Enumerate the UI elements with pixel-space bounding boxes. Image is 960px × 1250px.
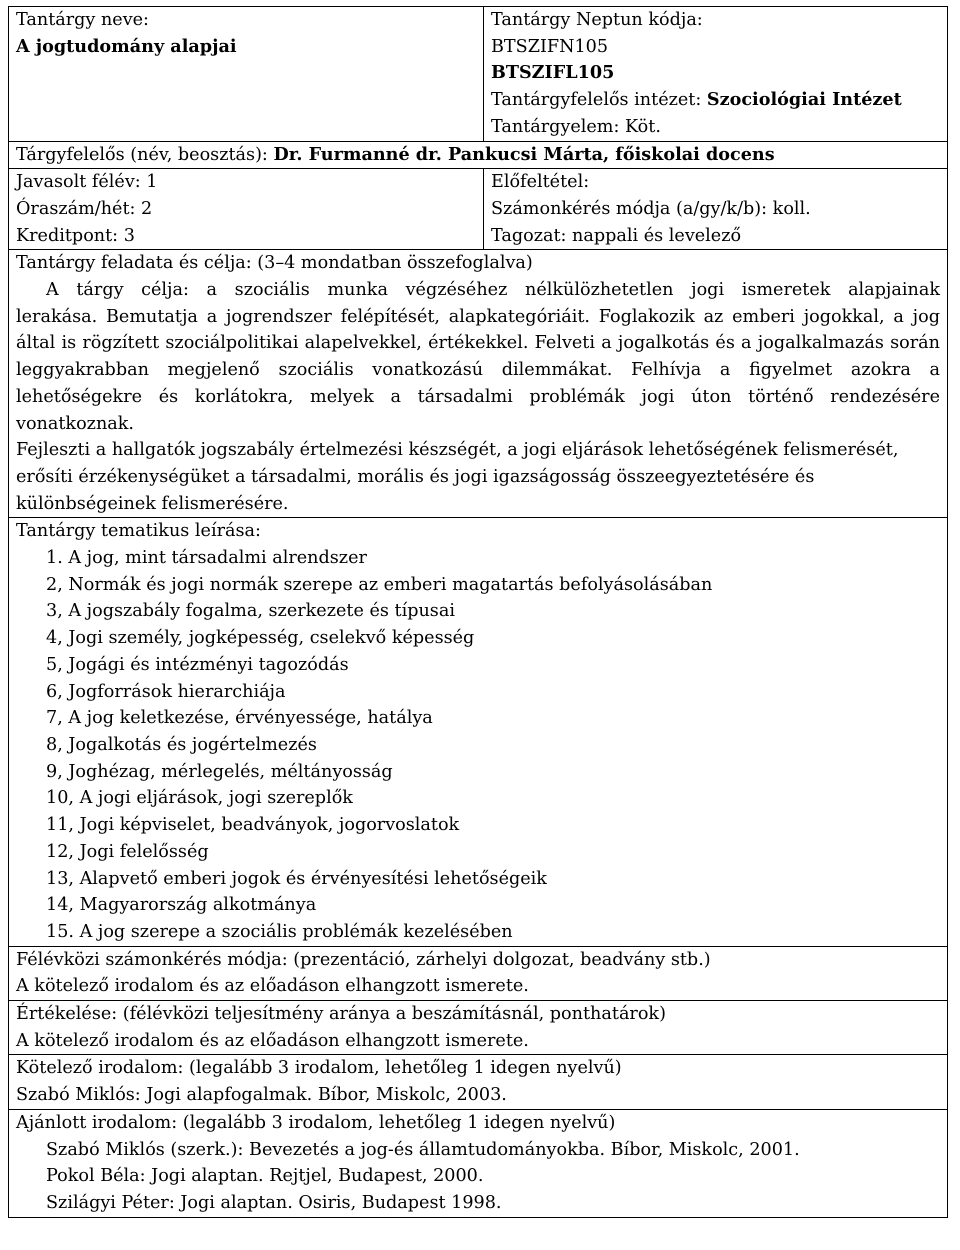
midterm-text: A kötelező irodalom és az előadáson elhangzott ismerete. [16, 976, 529, 997]
responsible-value: Dr. Furmanné dr. Pankucsi Márta, főiskolai docens [273, 143, 775, 165]
goals-row [9, 250, 948, 518]
semester: Javasolt félév: 1 [16, 172, 158, 193]
institute-line [491, 87, 940, 114]
recommended-literature-cell [9, 1109, 948, 1217]
info-right-cell [484, 169, 948, 250]
list-item: 5, Jogági és intézményi tagozódás [46, 654, 349, 675]
evaluation-heading: Értékelése: (félévközi teljesítmény aránya a beszámításnál, ponthatárok) [16, 1004, 666, 1025]
track: Tagozat: nappali és levelező [491, 225, 742, 246]
thematic-heading: Tantárgy tematikus leírása: [16, 521, 261, 542]
midterm-heading: Félévközi számonkérés módja: (prezentáció, zárhelyi dolgozat, beadvány stb.) [16, 949, 711, 970]
list-item: Szabó Miklós: Jogi alapfogalmak. Bíbor, Miskolc, 2003. [16, 1085, 507, 1106]
neptun-label: Tantárgy Neptun kódja: [491, 10, 703, 30]
element-value: Köt. [625, 116, 661, 137]
required-literature-cell [9, 1055, 948, 1109]
list-item: 6, Jogforrások hierarchiája [46, 681, 286, 702]
info-row [9, 169, 948, 250]
recommended-literature-heading: Ajánlott irodalom: (legalább 3 irodalom, lehetőleg 1 idegen nyelvű) [16, 1112, 616, 1133]
thematic-list [16, 545, 940, 946]
list-item: 4, Jogi személy, jogképesség, cselekvő képesség [46, 628, 475, 649]
course-table [8, 6, 948, 1218]
list-item: Szabó Miklós (szerk.): Bevezetés a jog-és államtudományokba. Bíbor, Miskolc, 2001. [46, 1139, 800, 1160]
evaluation-row [9, 1001, 948, 1055]
list-item: 9, Joghézag, mérlegelés, méltányosság [46, 761, 393, 782]
list-item: 14, Magyarország alkotmánya [46, 895, 317, 916]
list-item: Szilágyi Péter: Jogi alaptan. Osiris, Budapest 1998. [46, 1192, 502, 1213]
goals-paragraph-1: lerakása. Bemutatja a jogrendszer felépítését, alapkategóriáit. Foglakozik az emberi jogokkal, a jog által is rögzített szociálpolitikai alapelvekkel, értékekkel. Felveti a jogalkotás és a jogalkalmazás során leggyakrabban megjelenő szociális vonatkozású dilemmákat. Felhívja a figyelmet azokra a lehetőségekre és korlátokra, melyek a társadalmi problémák jogi úton történő rendezésére vonatkoznak. [16, 306, 940, 434]
goals-paragraph-2: Fejleszti a hallgatók jogszabály értelmezési készségét, a jogi eljárások lehetőségének felismerését, erősíti érzékenységüket a társadalmi, morális és jogi igazságosság összeegyeztetésére és különbségeinek felismerésére. [16, 440, 899, 514]
midterm-row [9, 946, 948, 1000]
exam-method: Számonkérés módja (a/gy/k/b): koll. [491, 198, 811, 219]
list-item: 7, A jog keletkezése, érvényessége, hatálya [46, 708, 433, 729]
responsible-row [9, 141, 948, 169]
subject-name-label: Tantárgy neve: [16, 10, 149, 30]
recommended-literature-list [16, 1137, 940, 1217]
subject-name-cell [9, 7, 484, 142]
evaluation-text: A kötelező irodalom és az előadáson elhangzott ismerete. [16, 1030, 529, 1051]
responsible-cell [9, 141, 948, 169]
list-item: Pokol Béla: Jogi alaptan. Rejtjel, Budapest, 2000. [46, 1166, 484, 1187]
list-item: 1. A jog, mint társadalmi alrendszer [46, 548, 367, 569]
required-literature-row [9, 1055, 948, 1109]
prerequisite: Előfeltétel: [491, 172, 590, 193]
list-item: 8, Jogalkotás és jogértelmezés [46, 734, 317, 755]
list-item: 3, A jogszabály fogalma, szerkezete és típusai [46, 601, 455, 622]
subject-name: A jogtudomány alapjai [16, 35, 237, 57]
institute-value: Szociológiai Intézet [706, 89, 902, 111]
recommended-literature-row [9, 1109, 948, 1217]
goals-cell [9, 250, 948, 518]
list-item: 2, Normák és jogi normák szerepe az emberi magatartás befolyásolásában [46, 574, 713, 595]
institute-label: Tantárgyfelelős intézet: [491, 90, 702, 111]
midterm-cell [9, 946, 948, 1000]
responsible-label: Tárgyfelelős (név, beosztás): [16, 144, 268, 165]
neptun-cell [484, 7, 948, 142]
list-item: 10, A jogi eljárások, jogi szereplők [46, 788, 353, 809]
course-description-sheet [8, 6, 948, 1218]
list-item: 11, Jogi képviselet, beadványok, jogorvoslatok [46, 815, 460, 836]
credits: Kreditpont: 3 [16, 225, 135, 246]
evaluation-cell [9, 1001, 948, 1055]
thematic-cell [9, 518, 948, 946]
thematic-row [9, 518, 948, 946]
element-label: Tantárgyelem: [491, 116, 620, 137]
header-row [9, 7, 948, 142]
goals-heading: Tantárgy feladata és célja: (3–4 mondatban összefoglalva) [16, 253, 533, 274]
element-line [491, 114, 940, 141]
list-item: 12, Jogi felelősség [46, 841, 209, 862]
hours: Óraszám/hét: 2 [16, 198, 153, 219]
neptun-code-1: BTSZIFN105 [491, 36, 609, 57]
list-item: 15. A jog szerepe a szociális problémák kezelésében [46, 921, 513, 942]
neptun-code-2: BTSZIFL105 [491, 62, 615, 84]
info-left-cell [9, 169, 484, 250]
required-literature-heading: Kötelező irodalom: (legalább 3 irodalom, lehetőleg 1 idegen nyelvű) [16, 1058, 622, 1079]
goals-paragraph-first-line: A tárgy célja: a szociális munka végzéséhez nélkülözhetetlen jogi ismeretek alapjainak [46, 280, 940, 301]
list-item: 13, Alapvető emberi jogok és érvényesítési lehetőségeik [46, 868, 547, 889]
